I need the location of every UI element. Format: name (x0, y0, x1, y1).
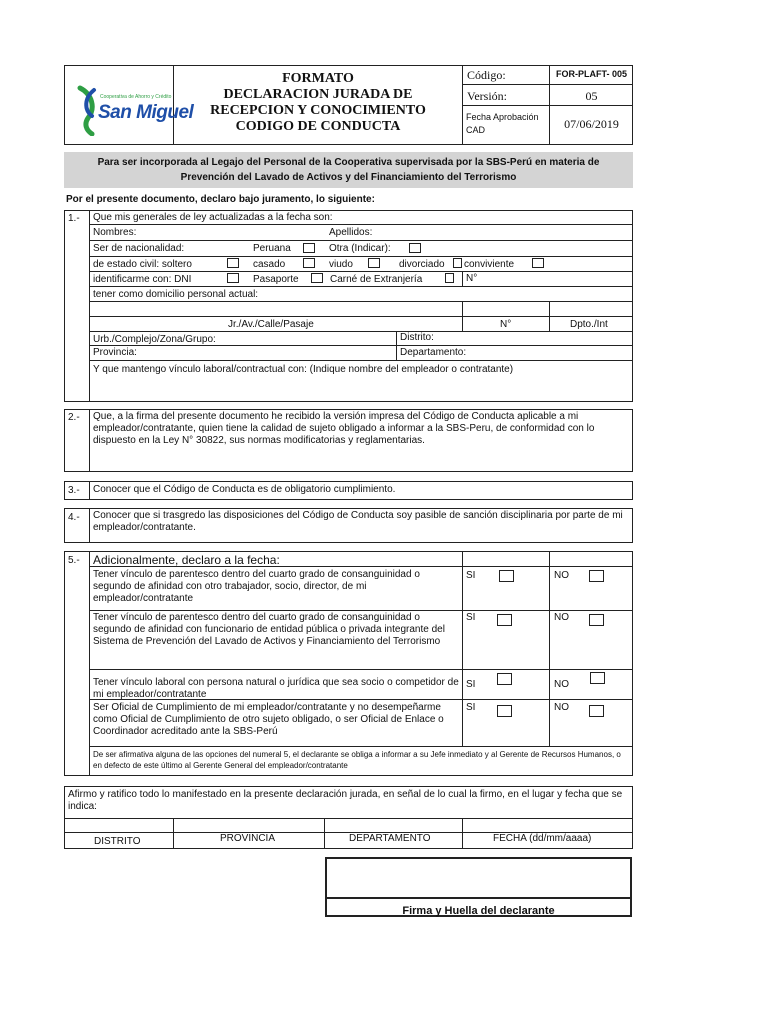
pasaporte-label: Pasaporte (253, 274, 299, 285)
peruana-checkbox[interactable] (303, 243, 315, 253)
intro-text: Por el presente documento, declaro bajo juramento, lo siguiente: (66, 194, 375, 205)
section5-number: 5.- (68, 555, 80, 566)
codigo-label: Código: (467, 68, 506, 82)
section1-number: 1.- (68, 213, 80, 224)
section5-heading: Adicionalmente, declaro a la fecha: (93, 553, 280, 567)
row2-no-checkbox[interactable] (589, 614, 604, 626)
viudo-checkbox[interactable] (368, 258, 380, 268)
section5-note: De ser afirmativa alguna de las opciones del numeral 5, el declarante se obliga a informar a su Jefe inmediato y al Gerente de Recursos Humanos, o en defecto de este último al Gerente General del empleador/contratante (93, 750, 621, 770)
form-title-line1: FORMATO (282, 71, 354, 86)
soltero-checkbox[interactable] (227, 258, 239, 268)
divorciado-label: divorciado (399, 259, 445, 270)
section3-text: Conocer que el Código de Conducta es de obligatorio cumplimiento. (93, 484, 396, 495)
conviviente-label: conviviente (464, 259, 515, 270)
row1-si-checkbox[interactable] (499, 570, 514, 582)
form-title-line3: RECEPCION Y CONOCIMIENTO (210, 103, 426, 118)
distrito-column-label: DISTRITO (94, 836, 141, 847)
dni-checkbox[interactable] (227, 273, 239, 283)
pasaporte-checkbox[interactable] (311, 273, 323, 283)
scope-banner-line1: Para ser incorporada al Legajo del Personal de la Cooperativa supervisada por la SBS-Perú en materia de (97, 157, 600, 168)
conviviente-checkbox[interactable] (532, 258, 544, 268)
declaracion-row-4: Ser Oficial de Cumplimiento de mi empleador/contratante y no desempeñarme como Oficial de Cumplimiento de otro sujeto obligado, o ser Oficial de Enlace o Coordinador acreditado ante la SBS-Perú (93, 702, 444, 737)
apellidos-label: Apellidos: (329, 227, 373, 238)
row4-no-checkbox[interactable] (589, 705, 604, 717)
urbanizacion-label: Urb./Complejo/Zona/Grupo: (93, 334, 216, 345)
vinculo-laboral-label: Y que mantengo vínculo laboral/contractual con: (Indique nombre del empleador o contratante) (93, 364, 514, 375)
provincia-label: Provincia: (93, 347, 137, 358)
row1-si-label: SI (466, 570, 476, 581)
row3-no-checkbox[interactable] (590, 672, 605, 684)
scope-banner (64, 152, 633, 188)
estado-civil-label: de estado civil: soltero (93, 259, 192, 270)
logo-wordmark: San Miguel (98, 102, 194, 123)
row1-no-label: NO (554, 570, 569, 581)
distrito-label: Distrito: (400, 332, 434, 343)
domicilio-label: tener como domicilio personal actual: (93, 289, 259, 300)
closing-text: Afirmo y ratifico todo lo manifestado en la presente declaración jurada, en señal de lo cual la firmo, en el lugar y fecha que se indica: (68, 789, 623, 812)
otra-nacionalidad-label: Otra (Indicar): (329, 243, 391, 254)
row3-si-checkbox[interactable] (497, 673, 512, 685)
scope-banner-line2: Prevención del Lavado de Activos y del Financiamiento del Terrorismo (180, 172, 517, 183)
fecha-value: 07/06/2019 (564, 117, 619, 131)
section2-number: 2.- (68, 412, 80, 423)
documento-numero-label: N° (466, 273, 478, 284)
version-label: Versión: (467, 89, 507, 103)
row4-si-checkbox[interactable] (497, 705, 512, 717)
section1-heading: Que mis generales de ley actualizadas a la fecha son: (93, 212, 333, 223)
numero-domicilio-label: N° (500, 319, 512, 330)
nombres-label: Nombres: (93, 227, 137, 238)
form-title (174, 71, 462, 135)
calle-label: Jr./Av./Calle/Pasaje (228, 319, 314, 330)
departamento-column-label: DEPARTAMENTO (349, 833, 431, 844)
nacionalidad-label: Ser de nacionalidad: (93, 243, 185, 254)
fecha-column-label: FECHA (dd/mm/aaaa) (493, 833, 592, 844)
row2-no-label: NO (554, 612, 569, 623)
casado-label: casado (253, 259, 286, 270)
declaracion-row-3: Tener vínculo laboral con persona natural o jurídica que sea socio o competidor de mi empleador/contratante (93, 677, 459, 700)
row1-no-checkbox[interactable] (589, 570, 604, 582)
row2-si-label: SI (466, 612, 476, 623)
declaracion-row-1: Tener vínculo de parentesco dentro del cuarto grado de consanguinidad o segundo de afinidad con otro trabajador, socio, director, de mi empleador/contratante (93, 569, 420, 604)
declaracion-row-2: Tener vínculo de parentesco dentro del cuarto grado de consanguinidad o segundo de afinidad con funcionario de entidad pública o privada integrante del Sistema de Prevención del Lavado de Activos y Financiamiento del Terrorismo (93, 612, 445, 647)
codigo-value: FOR-PLAFT- 005 (555, 69, 627, 79)
row3-si-label: SI (466, 679, 476, 690)
row4-si-label: SI (466, 702, 476, 713)
form-title-line4: CODIGO DE CONDUCTA (235, 119, 401, 134)
carne-extranjeria-checkbox[interactable] (445, 273, 454, 283)
row2-si-checkbox[interactable] (497, 614, 512, 626)
viudo-label: viudo (329, 259, 353, 270)
form-title-line2: DECLARACION JURADA DE (223, 87, 413, 102)
signature-label: Firma y Huella del declarante (402, 905, 555, 917)
version-value: 05 (585, 89, 598, 103)
logo-tagline: Cooperativa de Ahorro y Crédito (100, 94, 172, 100)
dpto-label: Dpto./Int (570, 319, 608, 330)
fecha-label-2: CAD (466, 125, 486, 135)
provincia-column-label: PROVINCIA (220, 833, 276, 844)
row3-no-label: NO (554, 679, 569, 690)
identificacion-label: identificarme con: DNI (93, 274, 192, 285)
section4-text: Conocer que si trasgredo las disposiciones del Código de Conducta soy pasible de sanción disciplinaria por parte de mi empleador/contratante. (93, 510, 623, 533)
departamento-label: Departamento: (400, 347, 467, 358)
peruana-label: Peruana (253, 243, 291, 254)
company-logo (74, 84, 194, 140)
carne-extranjeria-label: Carné de Extranjería (330, 274, 423, 285)
row4-no-label: NO (554, 702, 569, 713)
section2-text: Que, a la firma del presente documento he recibido la versión impresa del Código de Conducta aplicable a mi empleador/contratante, quien tiene la calidad de sujeto obligado a informar a la SBS-Peru, de conformidad con lo dispuesto en la Ley N° 30822, sus normas modificatorias y reglamentarias. (93, 411, 595, 446)
section3-number: 3.- (68, 485, 80, 496)
casado-checkbox[interactable] (303, 258, 315, 268)
fecha-label-1: Fecha Aprobación (466, 112, 539, 122)
section4-number: 4.- (68, 512, 80, 523)
divorciado-checkbox[interactable] (453, 258, 462, 268)
otra-nacionalidad-checkbox[interactable] (409, 243, 421, 253)
